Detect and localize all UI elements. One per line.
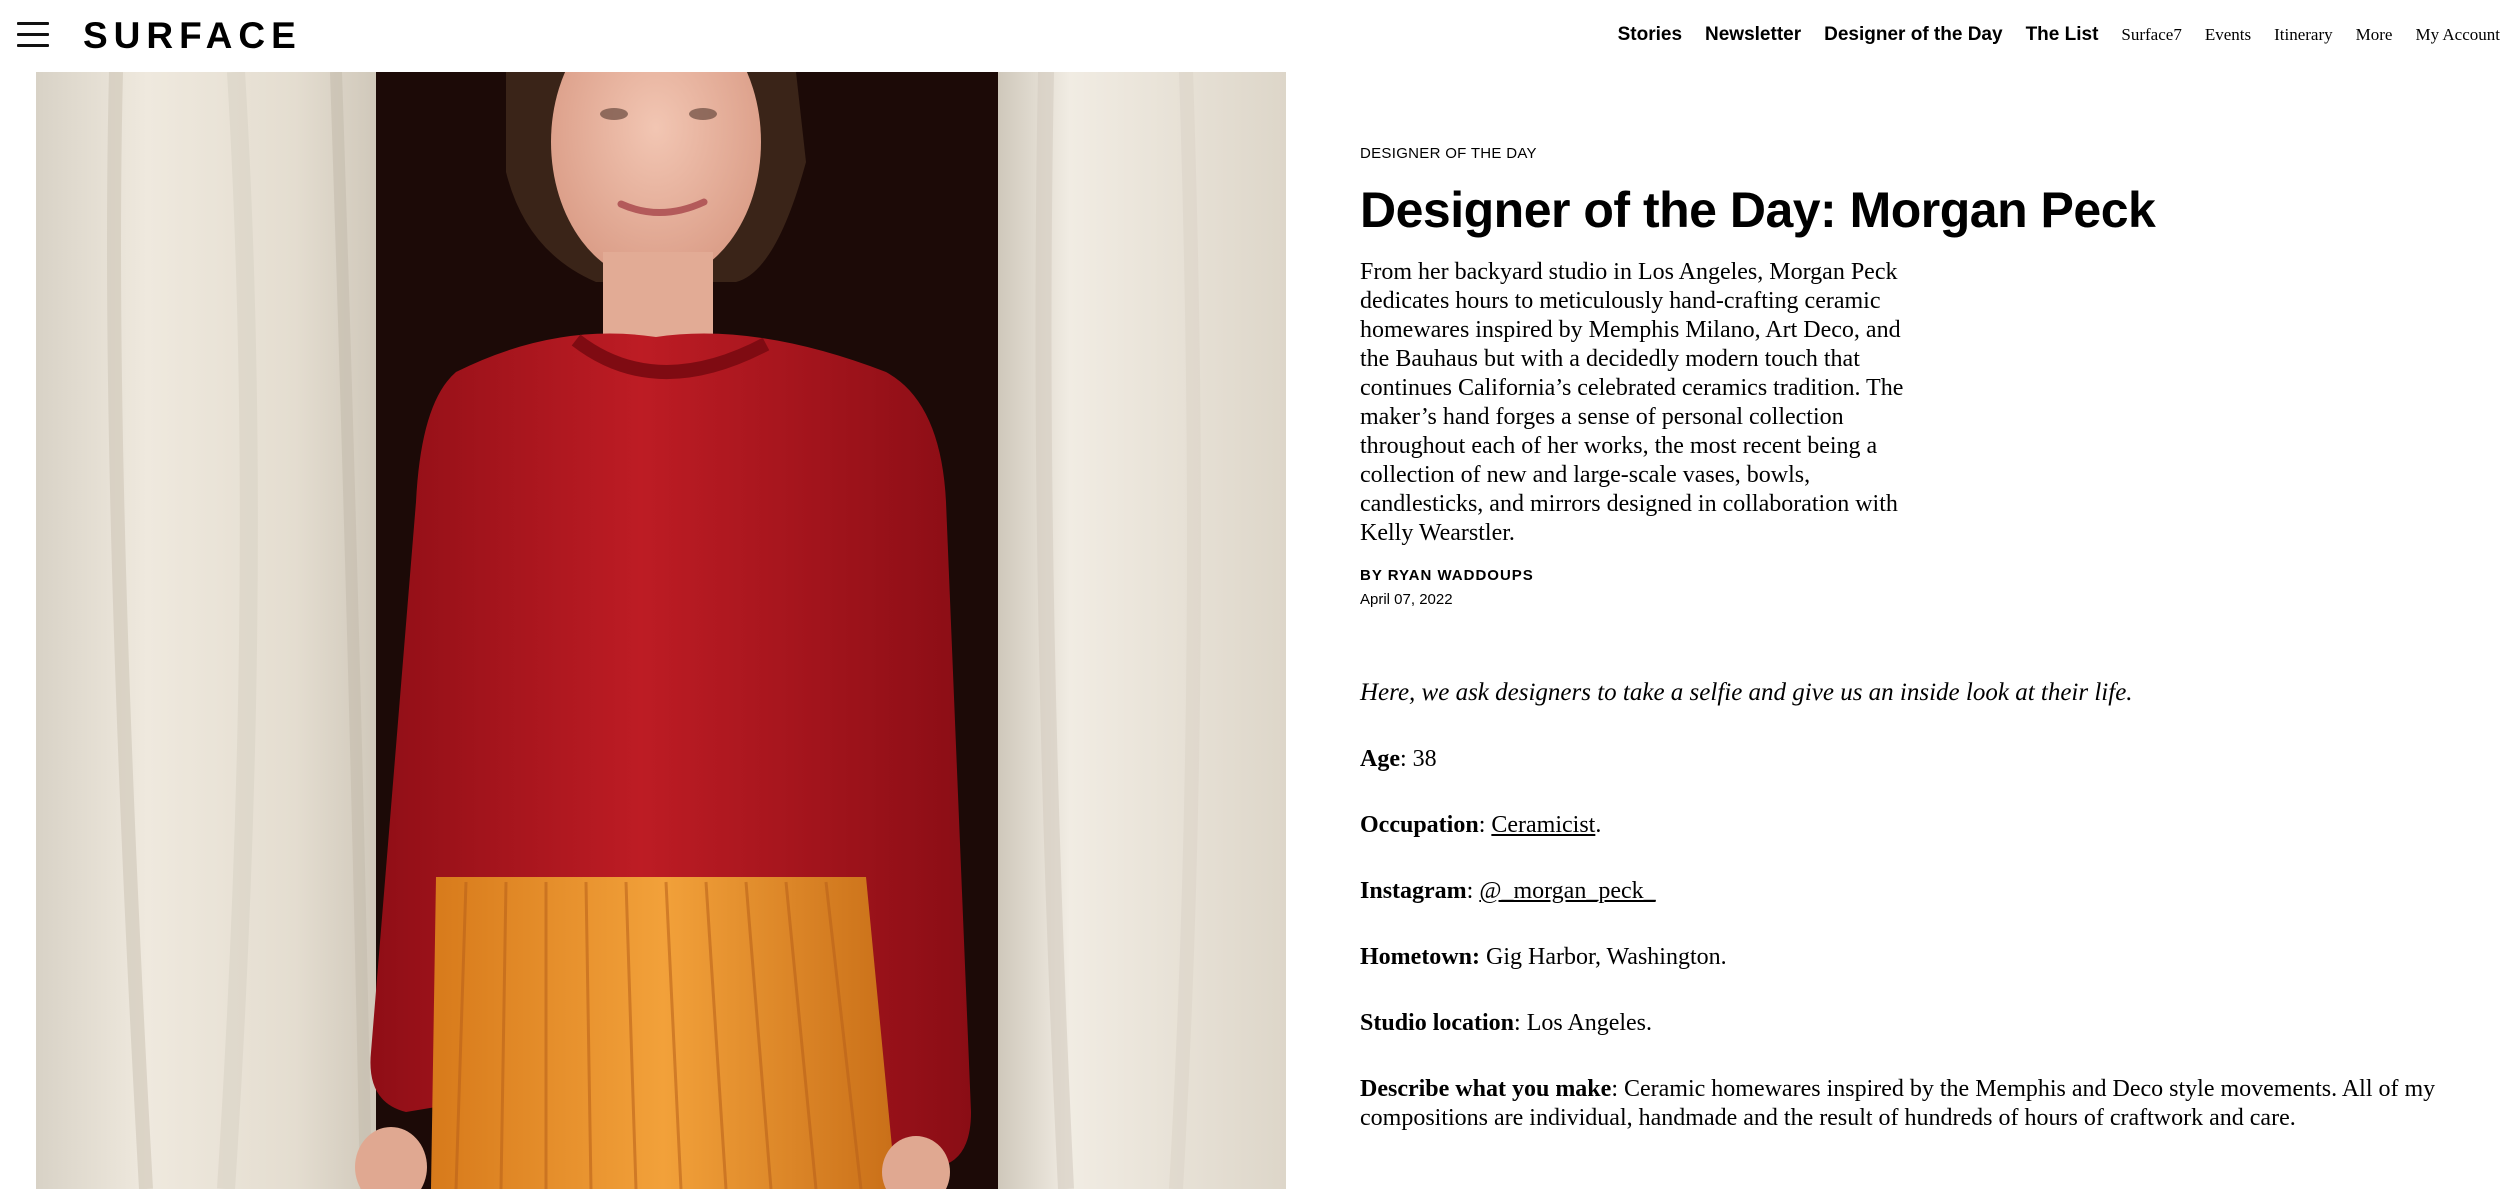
qa-instagram [1360,877,2460,906]
hero-photo [36,72,1286,1189]
qa-occupation-end: . [1595,812,1602,838]
article-intro: Here, we ask designers to take a selfie and give us an inside look at their life. [1360,679,2133,706]
qa-instagram-sep: : [1466,878,1480,904]
qa-instagram-label: Instagram [1360,878,1467,904]
site-header [0,0,2500,72]
nav-stories[interactable]: Stories [1617,24,1683,45]
qa-describe-label: Describe what you make [1360,1076,1612,1102]
nav-itinerary[interactable]: Itinerary [2274,25,2333,44]
main-nav [1599,22,2500,48]
portrait-illustration [36,72,1286,1189]
qa-studio-label: Studio location [1360,1010,1515,1036]
nav-my-account[interactable]: My Account [2415,25,2500,44]
qa-describe [1360,1075,2460,1133]
qa-studio-value: : Los Angeles. [1514,1010,1653,1036]
nav-designer-of-the-day[interactable]: Designer of the Day [1824,24,2003,45]
nav-the-list[interactable]: The List [2025,24,2099,45]
qa-age [1360,745,2460,774]
qa-hometown-label: Hometown: [1360,944,1480,970]
qa-hometown-value: Gig Harbor, Washington. [1479,944,1727,970]
nav-events[interactable]: Events [2204,25,2252,44]
qa-occupation-sep: : [1478,812,1492,838]
qa-occupation-label: Occupation [1360,812,1479,838]
nav-newsletter[interactable]: Newsletter [1705,24,1802,45]
qa-studio [1360,1009,2460,1038]
qa-describe-value: : Ceramic homewares inspired by the Memphis and Deco style movements. All of my compositions are individual, handmade and the result of hundreds of hours of craftwork and care. [1360,1076,2436,1131]
article-title: Designer of the Day: Morgan Peck [1360,182,2156,238]
instagram-link[interactable]: @_morgan_peck_ [1479,878,1656,904]
article [1360,144,2460,1133]
nav-more[interactable]: More [2355,25,2393,44]
occupation-link[interactable]: Ceramicist [1491,812,1596,838]
site-logo[interactable]: SURFACE [83,15,302,56]
article-category[interactable]: DESIGNER OF THE DAY [1360,145,1537,162]
article-byline[interactable]: BY RYAN WADDOUPS [1360,567,1534,584]
article-date: April 07, 2022 [1360,591,1453,608]
qa-hometown [1360,943,2460,972]
qa-age-value: : 38 [1399,746,1437,772]
qa-age-label: Age [1360,746,1400,772]
qa-occupation [1360,811,2460,840]
article-dek: From her backyard studio in Los Angeles, Morgan Peck dedicates hours to meticulously hand-crafting ceramic homewares inspired by Memphis Milano, Art Deco, and the Bauhaus but with a decidedly modern touch that continues California’s celebrated ceramics tradition. The maker’s hand forges a sense of personal collection throughout each of her works, the most recent being a collection of new and large-scale vases, bowls, candlesticks, and mirrors designed in collaboration with Kelly Wearstler. [1360,259,1904,546]
menu-icon[interactable] [17,22,49,48]
nav-surface7[interactable]: Surface7 [2121,25,2182,44]
